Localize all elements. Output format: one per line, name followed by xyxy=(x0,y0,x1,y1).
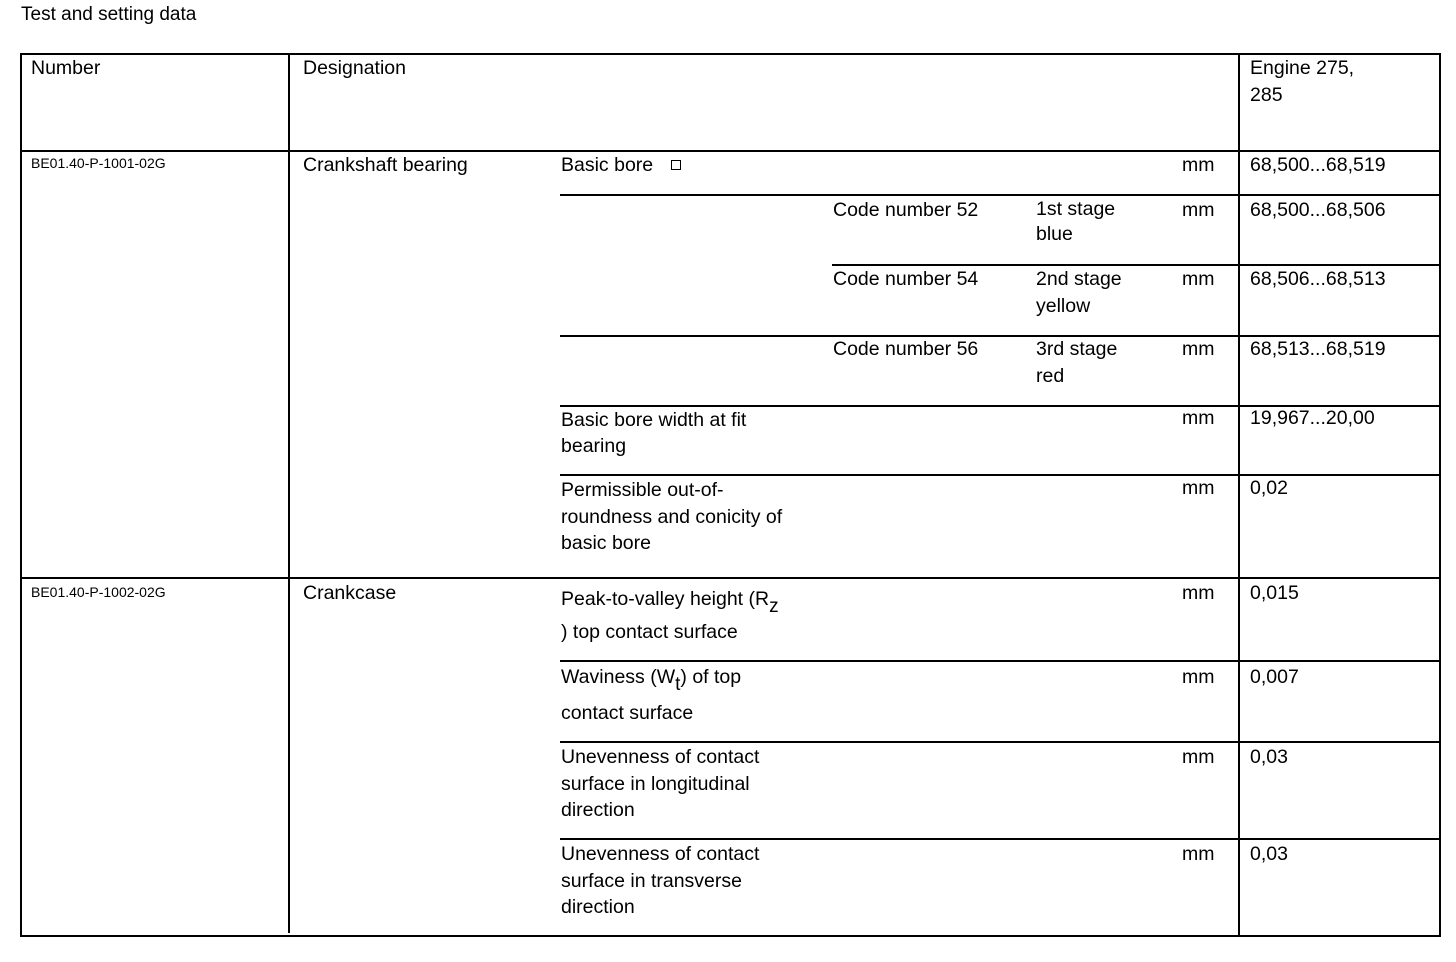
item-designation: Permissible out-of- roundness and conicity of basic bore xyxy=(561,479,783,554)
value: 0,015 xyxy=(1250,582,1299,604)
item-designation: Peak-to-valley height (Rz xyxy=(561,588,779,617)
value: 0,03 xyxy=(1250,746,1288,768)
item-designation-cont: contact surface xyxy=(561,702,694,724)
code-number: Code number 56 xyxy=(833,338,979,360)
unit: mm xyxy=(1182,199,1215,221)
value: 0,02 xyxy=(1250,477,1288,499)
header-number: Number xyxy=(31,57,101,79)
code-number: Code number 52 xyxy=(833,199,979,221)
row-divider xyxy=(20,577,1441,579)
column-divider xyxy=(288,53,290,933)
header-engine: Engine 275, 285 xyxy=(1250,57,1355,106)
item-designation: Basic bore xyxy=(561,152,681,179)
row-divider xyxy=(20,150,1441,152)
value: 0,007 xyxy=(1250,666,1299,688)
row-divider xyxy=(560,741,1441,743)
item-designation: Waviness (Wt) of top xyxy=(561,666,742,695)
unit: mm xyxy=(1182,843,1215,865)
row-divider xyxy=(560,838,1441,840)
unit: mm xyxy=(1182,338,1215,360)
stage: 1st stage blue xyxy=(1036,198,1116,245)
column-divider xyxy=(1238,53,1240,937)
value: 68,500...68,519 xyxy=(1250,154,1386,176)
value: 68,513...68,519 xyxy=(1250,338,1386,360)
value: 68,506...68,513 xyxy=(1250,268,1386,290)
unit: mm xyxy=(1182,154,1215,176)
group-designation: Crankcase xyxy=(303,582,397,604)
unit: mm xyxy=(1182,407,1215,429)
unit: mm xyxy=(1182,477,1215,499)
unit: mm xyxy=(1182,666,1215,688)
value: 0,03 xyxy=(1250,843,1288,865)
row-divider xyxy=(560,474,1441,476)
stage: 3rd stage red xyxy=(1036,338,1118,387)
item-designation: Unevenness of contact surface in longitudinal direction xyxy=(561,746,760,821)
group-designation: Crankshaft bearing xyxy=(303,154,468,176)
page-title: Test and setting data xyxy=(21,4,197,25)
row-divider xyxy=(560,660,1441,662)
group-number: BE01.40-P-1002-02G xyxy=(31,584,166,600)
header-designation: Designation xyxy=(303,57,406,79)
unit: mm xyxy=(1182,582,1215,604)
code-number: Code number 54 xyxy=(833,268,979,290)
unit: mm xyxy=(1182,268,1215,290)
value: 19,967...20,00 xyxy=(1250,407,1375,429)
value: 68,500...68,506 xyxy=(1250,199,1386,221)
stage: 2nd stage yellow xyxy=(1036,268,1122,317)
item-designation-cont: ) top contact surface xyxy=(561,621,738,643)
box-icon xyxy=(671,160,681,170)
row-divider xyxy=(560,194,1441,196)
group-number: BE01.40-P-1001-02G xyxy=(31,155,166,171)
unit: mm xyxy=(1182,746,1215,768)
item-designation: Basic bore width at fit bearing xyxy=(561,409,747,457)
item-designation: Unevenness of contact surface in transverse direction xyxy=(561,843,760,918)
